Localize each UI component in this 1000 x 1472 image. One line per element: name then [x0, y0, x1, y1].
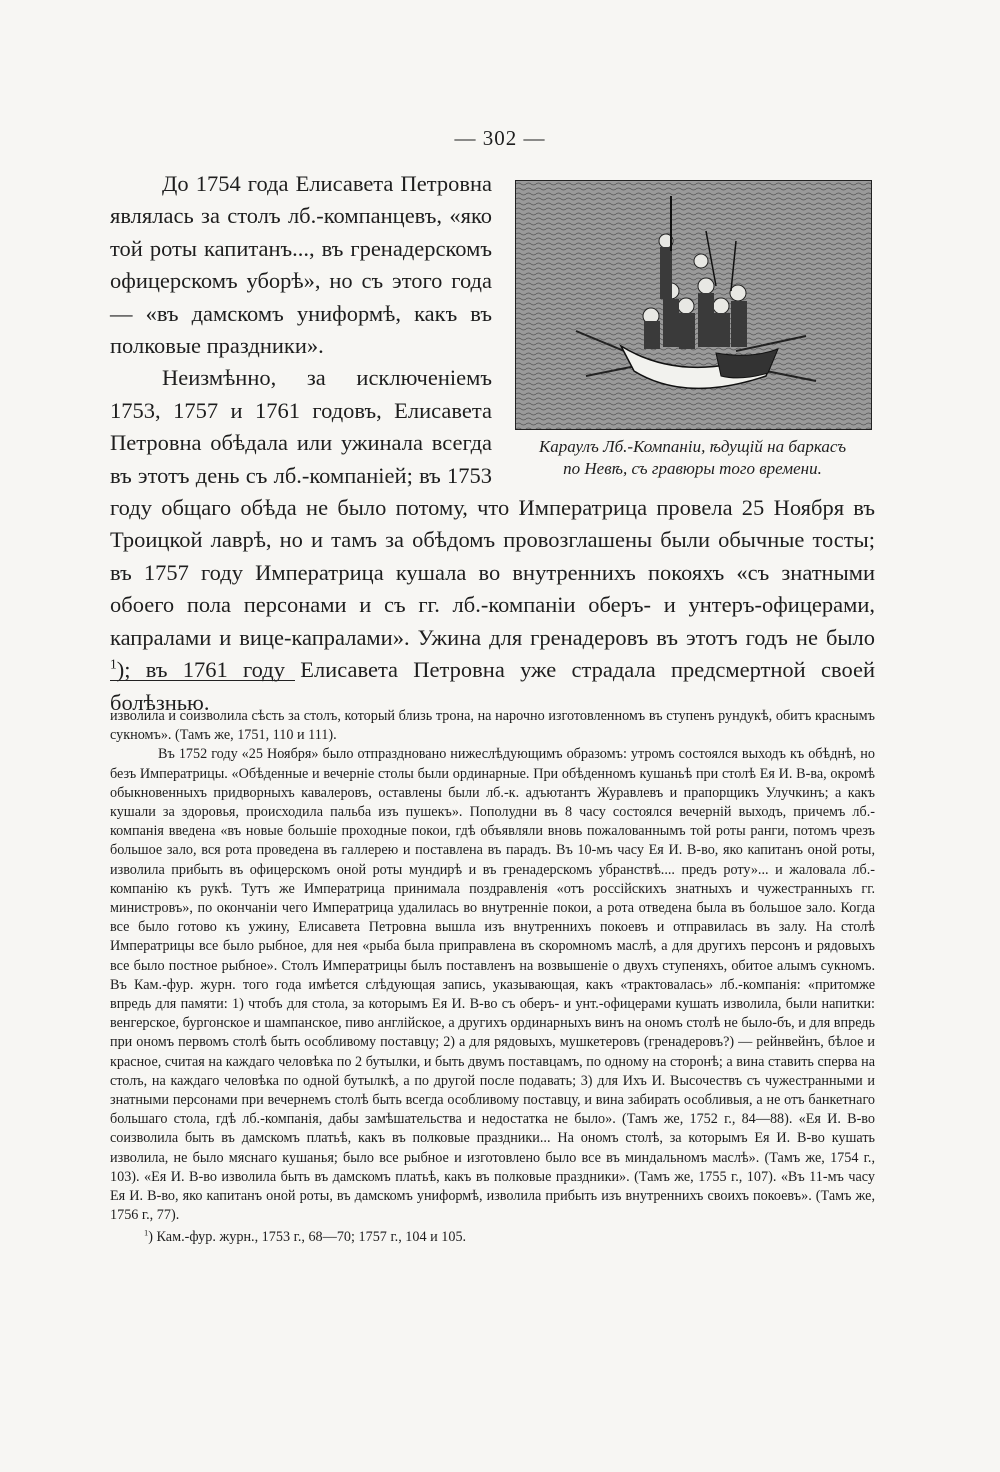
figure-caption	[515, 436, 870, 480]
paragraph-2-text: Неизмѣнно, за исключеніемъ 1753, 1757 и 1761 годовъ, Елисавета Петровна обѣдала или ужинала всегда въ этотъ день съ лб.-компаніей; въ 1753 году общаго обѣда не было потому, что Императрица провела 25 Ноября въ Троицкой лаврѣ, но и тамъ за обѣдомъ провозглашены были обычные тосты; въ 1757 году Императрица кушала во внутреннихъ покояхъ «съ знатными обоего пола персонами и съ гг. лб.-компаніи оберъ- и унтеръ-офицерами, капралами и вице-капралами». Ужина для гренадеровъ въ этотъ годъ не было	[110, 365, 875, 650]
footnote-text: ) Кам.-фур. журн., 1753 г., 68—70; 1757 г., 104 и 105.	[148, 1229, 467, 1246]
notes-paragraph-2: Въ 1752 году «25 Ноября» было отпраздновано нижеслѣдующимъ образомъ: утромъ состоялся выходъ къ обѣднѣ, но безъ Императрицы. «Обѣденные и вечерніе столы были ординарные. При обѣденномъ кушаньѣ при столѣ Ея И. В-ва, окромѣ обыкновенныхъ придворныхъ кавалеровъ, оставлены были лб.-к. адъютантъ Журавлевъ и прапорщикъ Улучкинъ; а какъ кушали за здоровья, происходила пальба изъ пушекъ». Пополудни въ 8 часу состоялся вечерній выходъ, причемъ лб.-компанія введена «въ новые большіе проходные покои, гдѣ объявляли вновь пожалованнымъ той роты ранги, потомъ чрезъ большое зало, вся рота проведена въ галлерею и поставлена въ парадъ. Въ 10-мъ часу Ея И. В-во, яко капитанъ оной роты, изволила прибыть въ офицерскомъ оной роты мундирѣ и въ гренадерскомъ убранствѣ.... предъ роту»... и жаловала лб.-компанію къ рукѣ. Тутъ же Императрица принимала поздравленія «отъ россійскихъ знатныхъ и чужестранныхъ гг. министровъ», по окончаніи чего Императрица удалилась во внутренніе покои, а рота отведена была въ большое зало. Когда все было готово къ ужину, Елисавета Петровна вышла изъ внутреннихъ покоевъ и отправилась въ залу. На столѣ Императрицы все было рыбное, для нея «рыба была приправлена въ скоромномъ маслѣ, а для другихъ персонъ и рядовыхъ все было постное рыбное». Столъ Императрицы былъ поставленъ на возвышеніе о двухъ ступеняхъ, обитое алымъ сукномъ. Въ Кам.-фур. журн. того года имѣется слѣдующая запись, указывающая, какъ «трактовалась» лб.-компанія: «притомже впредь для памяти: 1) чтобъ для стола, за которымъ Ея И. В-во съ оберъ- и унт.-офицерами кушать изволила, были напитки: венгерское, бургонское и шампанское, пиво англійское, а другихъ ординарныхъ винъ на ономъ столѣ не было-бъ, и для впредь при ономъ первомъ столѣ быть особливому поставцу; 2) а для рядовыхъ, мушкетеровъ (гренадеровъ?) — рейнвейнъ, бѣлое и красное, считая на каждаго человѣка по 2 бутылки, и быть двумъ поставцамъ, по одному на сторонѣ; а вина ставить сперва на столъ, на каждаго человѣка по одной бутылкѣ, а по другой после подавать; 3) для Ихъ И. Высочествъ съ чужестранными и знатными персонами при вечернемъ столѣ быть всегда особливому поставцу, и вина забирать особливыя, а не отъ банкетнаго большаго стола, гдѣ лб.-компанія, дабы замѣшательства и недостатка не было». (Тамъ же, 1752 г., 84—88). «Ея И. В-во соизволила быть въ дамскомъ платьѣ, какъ въ полковые праздники... На ономъ столѣ, за которымъ Ея И. В-во кушать изволила, не было мяснаго кушанья; было все рыбное и изготовлено было все въ миндальномъ маслѣ». (Тамъ же, 1754 г., 103). «Ея И. В-во изволила быть въ дамскомъ платьѣ, какъ въ полковые праздники». (Тамъ же, 1755 г., 107). «Въ 11-мъ часу Ея И. В-во, яко капитанъ оной роты, въ дамскомъ униформѣ, изволила прибыть изъ внутреннихъ своихъ покоевъ». (Тамъ же, 1756 г., 77).	[110, 746, 875, 1224]
footnote-mark: 1	[144, 1227, 149, 1238]
footnote	[110, 1228, 875, 1247]
caption-line-1: Караулъ Лб.-Компаніи, ѣдущій на баркасъ	[538, 437, 847, 456]
figure	[510, 180, 875, 480]
footnote-ref: 1	[110, 656, 117, 672]
footnote-divider	[110, 680, 295, 681]
engraving-image	[515, 180, 872, 430]
main-text	[110, 168, 875, 719]
notes-block	[110, 707, 875, 1248]
paragraph-1: До 1754 года Елисавета Петровна являлась за столъ лб.-компанцевъ, «яко той роты капитанъ..., въ гренадерскомъ офицерскомъ уборѣ», но съ этого года — «въ дамскомъ униформѣ, какъ въ полковые праздники».	[110, 171, 492, 359]
paragraph-2-tail: ); въ 1761 году Елисавета Петровна уже страдала предсмертной своей болѣзнью.	[110, 657, 875, 715]
notes-paragraph-1: изволила и соизволила сѣсть за столъ, который близь трона, на нарочно изготовленномъ въ ступенъ рундукѣ, обитъ краснымъ сукномъ». (Тамъ же, 1751, 110 и 111).	[110, 708, 875, 744]
caption-line-2: по Невѣ, съ гравюры того времени.	[563, 459, 822, 478]
page-number: — 302 —	[454, 126, 546, 150]
